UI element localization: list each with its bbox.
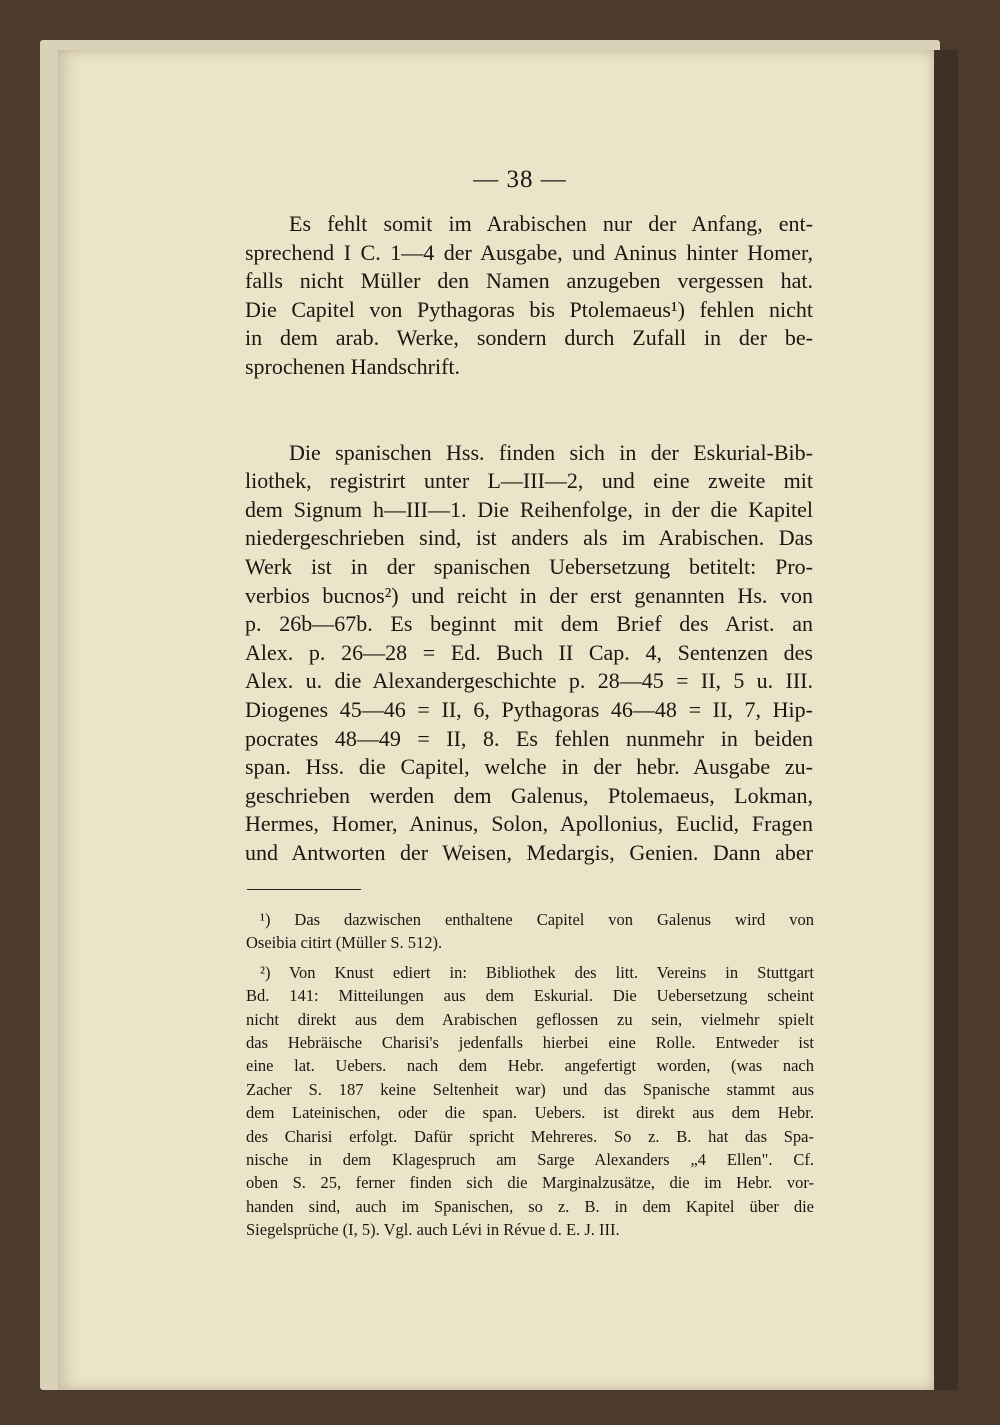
footnote-line: ¹) Das dazwischen enthaltene Capitel von Galenus wird von (260, 910, 814, 929)
footnote-line: nische in dem Klagespruch am Sarge Alexanders „4 Ellen". Cf. (246, 1150, 814, 1170)
footnote-line: Siegelsprüche (I, 5). Vgl. auch Lévi in Révue d. E. J. III. (246, 1220, 620, 1240)
text-line: in dem arab. Werke, sondern durch Zufall in der be- (245, 325, 813, 351)
text-line: Es fehlt somit im Arabischen nur der Anfang, ent- (289, 211, 813, 236)
text-line: sprechend I C. 1—4 der Ausgabe, und Aninus hinter Homer, (245, 239, 813, 265)
footnote-line: Bd. 141: Mitteilungen aus dem Eskurial. Die Uebersetzung scheint (246, 986, 814, 1006)
text-line: niedergeschrieben sind, ist anders als im Arabischen. Das (245, 525, 813, 551)
text-line: Diogenes 45—46 = II, 6, Pythagoras 46—48 = II, 7, Hip- (245, 696, 813, 722)
text-line: p. 26b—67b. Es beginnt mit dem Brief des Arist. an (245, 611, 813, 637)
text-line: geschrieben werden dem Galenus, Ptolemaeus, Lokman, (245, 782, 813, 808)
text-line: sprochenen Handschrift. (245, 353, 461, 379)
facing-cover-edge (934, 50, 958, 1390)
text-line: pocrates 48—49 = II, 8. Es fehlen nunmehr in beiden (245, 725, 813, 751)
footnote-line: eine lat. Uebers. nach dem Hebr. angefertigt worden, (was nach (246, 1056, 814, 1076)
paragraph-2 (245, 439, 813, 868)
footnotes (246, 908, 814, 1242)
text-line: verbios bucnos²) und reicht in der erst genannten Hs. von (245, 582, 813, 608)
text-line: Alex. u. die Alexandergeschichte p. 28—45 = II, 5 u. III. (245, 668, 813, 694)
text-line: Die Capitel von Pythagoras bis Ptolemaeus¹) fehlen nicht (245, 296, 813, 322)
text-line: span. Hss. die Capitel, welche in der hebr. Ausgabe zu- (245, 754, 813, 780)
text-line: Alex. p. 26—28 = Ed. Buch II Cap. 4, Sentenzen des (245, 639, 813, 665)
text-line: und Antworten der Weisen, Medargis, Genien. Dann aber (245, 839, 813, 865)
footnote-1 (246, 908, 814, 955)
footnote-line: handen sind, auch im Spanischen, so z. B. in dem Kapitel über die (246, 1196, 814, 1216)
main-text (245, 210, 813, 867)
footnote-rule (247, 889, 361, 890)
paragraph-gap (245, 382, 813, 439)
text-line: Die spanischen Hss. finden sich in der Eskurial-Bib- (289, 439, 813, 465)
footnote-line: des Charisi erfolgt. Dafür spricht Mehreres. So z. B. hat das Spa- (246, 1126, 814, 1146)
footnote-line: das Hebräische Charisi's jedenfalls hierbei eine Rolle. Entweder ist (246, 1033, 814, 1053)
footnote-line: nicht direkt aus dem Arabischen geflossen zu sein, vielmehr spielt (246, 1009, 814, 1029)
text-line: liothek, registrirt unter L—III—2, und eine zweite mit (245, 468, 813, 494)
page-number: — 38 — (473, 166, 567, 193)
footnote-line: dem Lateinischen, oder die span. Uebers. ist direkt aus dem Hebr. (246, 1103, 814, 1123)
text-line: Hermes, Homer, Aninus, Solon, Apollonius, Euclid, Fragen (245, 811, 813, 837)
footnote-line: oben S. 25, ferner finden sich die Marginalzusätze, die im Hebr. vor- (246, 1173, 814, 1193)
paragraph-1 (245, 210, 813, 382)
text-line: Werk ist in der spanischen Uebersetzung betitelt: Pro- (245, 553, 813, 579)
text-line: falls nicht Müller den Namen anzugeben vergessen hat. (245, 268, 813, 294)
footnote-line: ²) Von Knust ediert in: Bibliothek des litt. Vereins in Stuttgart (260, 962, 814, 982)
footnote-line: Oseibia citirt (Müller S. 512). (246, 933, 443, 953)
text-line: dem Signum h—III—1. Die Reihenfolge, in der die Kapitel (245, 496, 813, 522)
footnote-2 (246, 961, 814, 1242)
footnote-line: Zacher S. 187 keine Seltenheit war) und das Spanische stammt aus (246, 1079, 814, 1099)
